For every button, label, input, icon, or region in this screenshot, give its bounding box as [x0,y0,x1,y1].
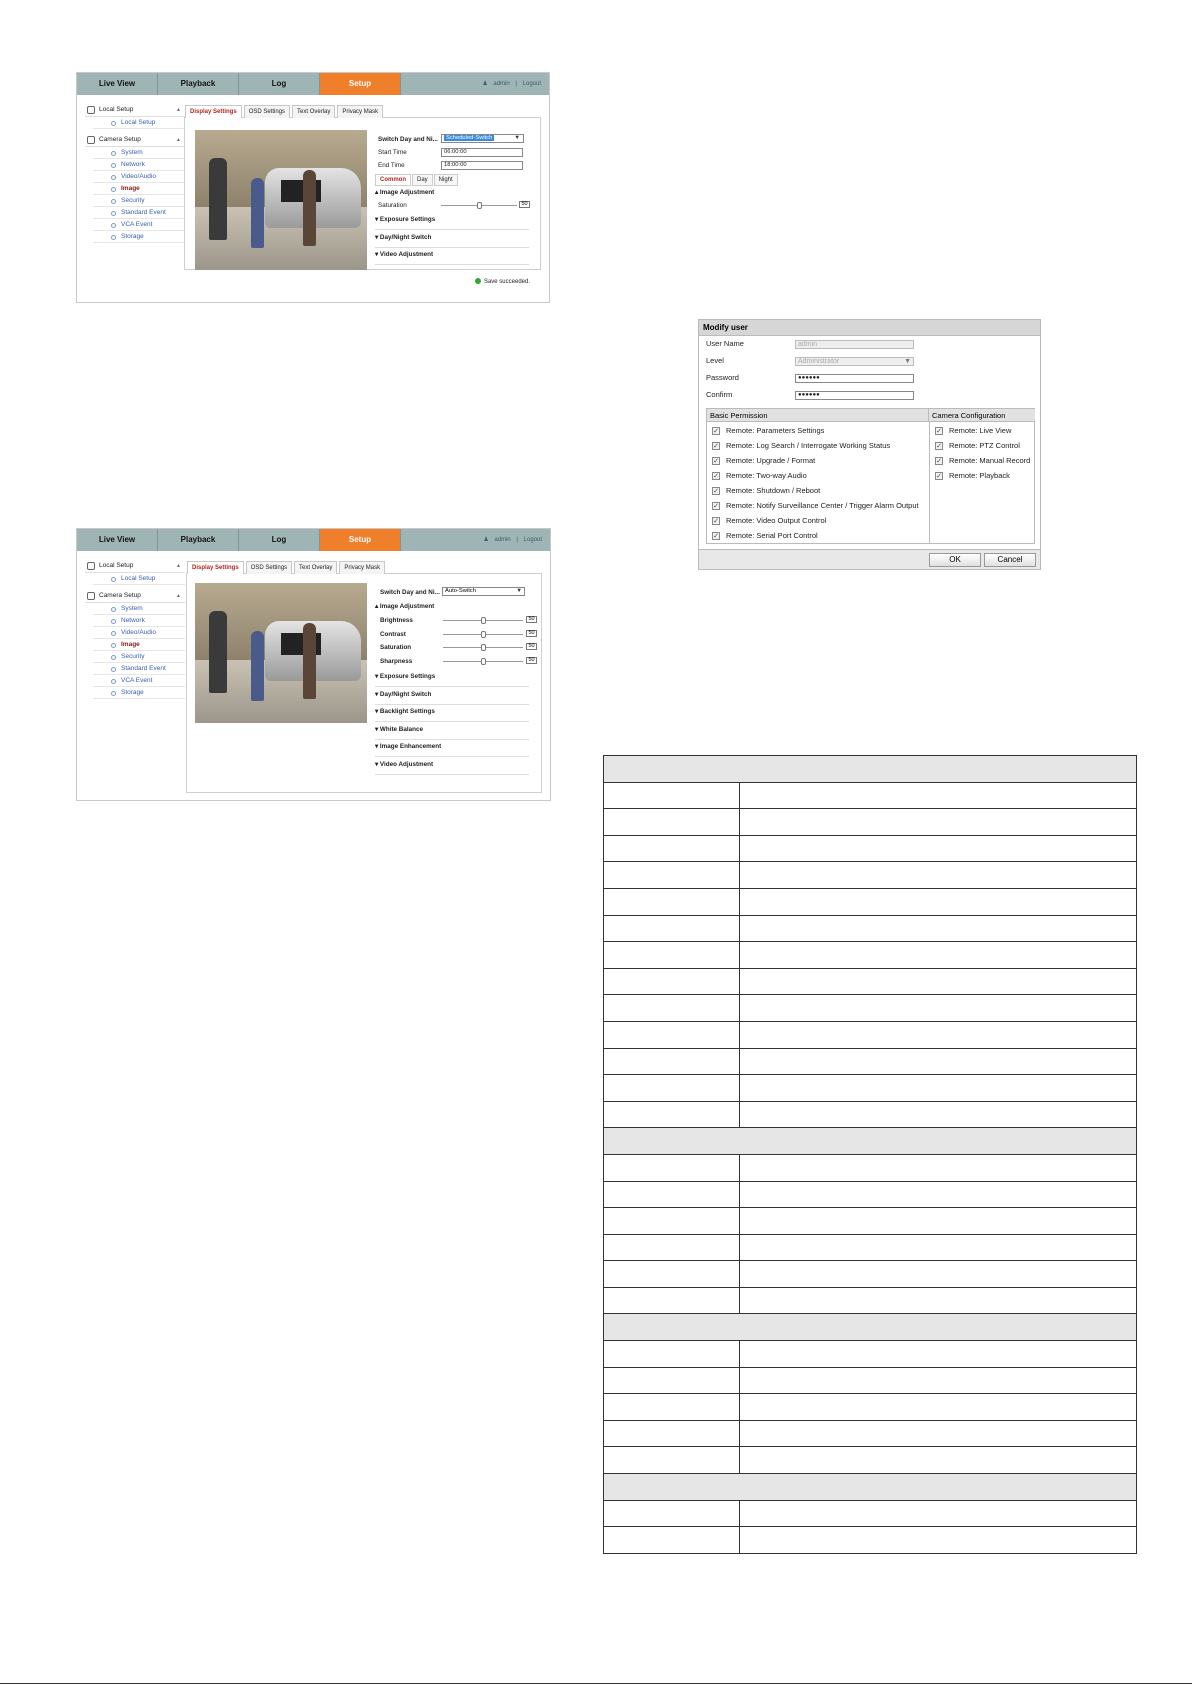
switch-select[interactable] [441,134,524,143]
end-time-label: End Time [378,162,405,169]
tab-live-view[interactable]: Live View [77,73,158,95]
page-bottom-rule [0,1683,1192,1684]
password-label: Password [706,373,739,382]
tab-night[interactable]: Night [434,174,458,186]
empty-table [603,755,1137,1554]
checkbox-label: Remote: Two-way Audio [726,471,807,480]
slider-knob[interactable] [477,202,482,209]
user-name: admin [493,81,510,87]
caret-icon: ▲ [176,593,181,599]
table-cell [740,835,1137,862]
switch-select[interactable] [442,587,525,596]
top-nav [77,529,550,551]
checkbox-item[interactable] [709,471,807,481]
checkbox-icon[interactable]: ✓ [713,518,719,525]
start-time-label: Start Time [378,149,407,156]
chevron-down-icon: ▼ [516,588,522,594]
sidebar-item-standard-event[interactable]: Standard Event [93,207,185,219]
table-cell [604,888,740,915]
section-video-adjustment[interactable]: ▾ Video Adjustment [375,248,529,265]
table-cell [740,1287,1137,1314]
switch-label: Switch Day and Ni... [380,589,440,596]
slider-knob[interactable] [481,644,486,651]
tab-privacy-mask[interactable]: Privacy Mask [337,105,383,118]
table-cell [740,1367,1137,1394]
checkbox-item[interactable] [709,531,818,544]
tab-osd-settings[interactable]: OSD Settings [246,561,292,574]
sidebar-item-video-audio[interactable]: Video/Audio [93,627,185,639]
caret-icon: ▲ [176,137,181,143]
table-row [604,968,1137,995]
confirm-label: Confirm [706,390,733,399]
table-cell [740,862,1137,889]
level-label: Level [706,356,724,365]
checkbox-label: Remote: Serial Port Control [726,531,818,540]
table-row [604,1208,1137,1235]
table-cell [740,1420,1137,1447]
table-section-header [604,1474,1137,1501]
checkbox-item[interactable] [709,486,820,496]
tab-privacy-mask[interactable]: Privacy Mask [339,561,385,574]
basic-permission-header: Basic Permission [707,409,929,422]
confirm-field[interactable]: ●●●●●● [795,391,914,400]
table-cell [604,968,740,995]
table-cell [604,1261,740,1288]
sidebar-item-video-audio[interactable]: Video/Audio [93,171,185,183]
table-cell [740,942,1137,969]
image-adjustment-header[interactable]: ▴ Image Adjustment [375,189,435,196]
monitor-icon [87,106,95,114]
table-cell [604,1287,740,1314]
table-row [604,1394,1137,1421]
settings-tabs [185,105,540,118]
table-cell [740,888,1137,915]
user-icon: ♟ [483,537,489,543]
sidebar-local-setup[interactable] [85,103,185,117]
user-name-input[interactable]: admin [795,340,914,349]
user-area [401,529,550,551]
table-row [604,1075,1137,1102]
table-row [604,782,1137,809]
table-row [604,809,1137,836]
section-label: Backlight Settings [379,708,435,715]
table-cell [740,782,1137,809]
switch-value: Auto-Switch [445,588,476,594]
user-icon: ♟ [482,81,488,87]
checkbox-item[interactable] [932,441,1020,451]
table-cell [604,1021,740,1048]
checkbox-icon[interactable]: ✓ [936,428,942,435]
table-cell [740,915,1137,942]
table-cell [740,968,1137,995]
checkbox-label: Remote: Upgrade / Format [726,456,816,465]
table-row [604,915,1137,942]
table-cell [740,1208,1137,1235]
tab-setup[interactable]: Setup [320,529,401,551]
tab-live-view[interactable]: Live View [77,529,158,551]
table-row [604,1287,1137,1314]
table-row [604,1021,1137,1048]
sidebar-item-network[interactable]: Network [93,615,185,627]
tab-day[interactable]: Day [412,174,433,186]
settings-tabs [187,561,541,574]
table-cell [604,1527,740,1554]
tab-setup[interactable]: Setup [320,73,401,95]
checkbox-label: Remote: PTZ Control [949,441,1020,450]
cancel-button[interactable]: Cancel [984,553,1036,567]
sidebar-camera-setup[interactable] [85,133,185,147]
slider-label: Brightness [380,617,413,624]
save-status [475,278,530,285]
table-cell [604,942,740,969]
checkbox-item[interactable] [932,426,1011,436]
image-adjustment-label: Image Adjustment [379,603,435,610]
table-row [604,995,1137,1022]
modify-user-dialog [698,319,1041,570]
table-cell [740,1527,1137,1554]
table-cell [604,756,1137,783]
sharpness-slider[interactable] [443,661,523,662]
table-cell [604,1181,740,1208]
table-cell [740,1154,1137,1181]
table-cell [740,1048,1137,1075]
start-time-input[interactable]: 06:00:00 [441,148,523,157]
section-label: Image Enhancement [379,743,442,750]
section-backlight[interactable]: ▾ Backlight Settings [375,705,529,722]
table-row [604,1261,1137,1288]
image-adjustment-label: Image Adjustment [379,189,435,196]
contrast-slider[interactable] [443,634,523,635]
section-exposure[interactable]: ▾ Exposure Settings [375,670,529,687]
camera-configuration-header: Camera Configuration [929,409,1035,422]
checkbox-icon[interactable]: ✓ [936,458,942,465]
tab-text-overlay[interactable]: Text Overlay [294,561,337,574]
section-label: Exposure Settings [379,216,436,223]
image-adjustment-header[interactable]: ▴ Image Adjustment [375,603,435,610]
column-divider [929,422,930,544]
sidebar-local-setup[interactable] [85,559,185,573]
table-cell [604,1500,740,1527]
checkbox-label: Remote: Playback [949,471,1010,480]
checkbox-item[interactable] [932,456,1030,466]
brightness-slider[interactable] [443,620,523,621]
sidebar-item-image[interactable]: Image [93,183,185,195]
table-row [604,1341,1137,1368]
top-nav [77,73,549,95]
tab-common[interactable]: Common [375,174,411,186]
table-cell [740,1234,1137,1261]
section-day-night[interactable]: ▾ Day/Night Switch [375,231,529,248]
checkbox-icon[interactable]: ✓ [936,473,942,480]
section-video-adjustment[interactable]: ▾ Video Adjustment [375,758,529,775]
table-cell [604,809,740,836]
table-cell [604,1048,740,1075]
table-cell [604,1341,740,1368]
section-label: Exposure Settings [379,673,436,680]
caret-icon: ▲ [176,107,181,113]
table-cell [604,1447,740,1474]
table-cell [604,1128,1137,1155]
table-row [604,888,1137,915]
table-row [604,1154,1137,1181]
password-field[interactable]: ●●●●●● [795,374,914,383]
save-status-text: Save succeeded. [483,279,530,285]
table-cell [604,782,740,809]
table-row [604,1447,1137,1474]
table-cell [604,1420,740,1447]
slider-label: Contrast [380,631,406,638]
camera-ui-top [76,72,550,303]
checkbox-icon[interactable]: ✓ [713,473,719,480]
level-value: Administrator [798,358,840,365]
section-day-night[interactable]: ▾ Day/Night Switch [375,688,529,705]
sidebar-item-vca-event[interactable]: VCA Event [93,675,185,687]
checkbox-item[interactable] [709,501,919,511]
slider-label: Sharpness [380,658,413,665]
chevron-down-icon: ▼ [904,358,911,365]
saturation-slider[interactable] [443,647,523,648]
slider-knob[interactable] [481,631,486,638]
checkbox-label: Remote: Notify Surveillance Center / Trigger Alarm Output [726,501,919,510]
section-label: Video Adjustment [379,761,434,768]
table-cell [604,1101,740,1128]
section-white-balance[interactable]: ▾ White Balance [375,723,529,740]
checkbox-item[interactable] [709,426,824,436]
table-cell [740,995,1137,1022]
user-name: admin [494,537,511,543]
camera-preview [195,583,367,723]
sidebar-item-system[interactable]: System [93,147,185,159]
table-cell [740,809,1137,836]
separator: | [515,81,517,87]
section-image-enhancement[interactable]: ▾ Image Enhancement [375,740,529,757]
slider-knob[interactable] [481,658,486,665]
switch-label: Switch Day and Ni... [378,136,438,143]
table-section-header [604,1314,1137,1341]
sidebar-item-storage[interactable]: Storage [93,687,185,699]
camera-preview [195,130,367,270]
table-cell [604,915,740,942]
wrench-icon [87,592,95,600]
logout-link[interactable]: Logout [522,81,541,87]
check-circle-icon [475,278,481,284]
checkbox-label: Remote: Log Search / Interrogate Working Status [726,441,891,450]
table-section-header [604,1128,1137,1155]
sidebar-item-storage[interactable]: Storage [93,231,185,243]
checkbox-icon[interactable]: ✓ [713,533,719,540]
table-cell [604,1154,740,1181]
tab-display-settings[interactable]: Display Settings [185,105,242,118]
saturation-value[interactable]: 50 [519,201,530,208]
checkbox-item[interactable] [709,456,815,466]
checkbox-item[interactable] [709,441,890,451]
sidebar-item-network[interactable]: Network [93,159,185,171]
table-cell [740,1261,1137,1288]
saturation-label: Saturation [378,202,407,209]
sidebar [85,559,185,699]
brightness-value[interactable]: 50 [526,616,537,623]
table-cell [604,862,740,889]
table-cell [604,1075,740,1102]
sharpness-value[interactable]: 50 [526,657,537,664]
sidebar-item-local-setup[interactable]: Local Setup [93,573,185,585]
section-label: Day/Night Switch [379,234,432,241]
checkbox-label: Remote: Shutdown / Reboot [726,486,821,495]
saturation-slider[interactable] [441,205,517,206]
monitor-icon [87,562,95,570]
checkbox-item[interactable] [709,516,826,526]
checkbox-icon[interactable]: ✓ [713,428,719,435]
table-row [604,1527,1137,1554]
period-tabs [375,174,459,186]
permission-panel [706,408,1035,544]
level-select[interactable] [795,357,914,366]
checkbox-icon[interactable]: ✓ [713,488,719,495]
table-cell [740,1021,1137,1048]
table-row [604,835,1137,862]
sidebar-item-vca-event[interactable]: VCA Event [93,219,185,231]
sidebar-item-standard-event[interactable]: Standard Event [93,663,185,675]
wrench-icon [87,136,95,144]
checkbox-item[interactable] [932,471,1010,481]
sidebar [85,103,185,243]
slider-knob[interactable] [481,617,486,624]
tab-display-settings[interactable]: Display Settings [187,561,244,574]
sidebar-heading-label: Local Setup [99,562,134,569]
switch-value: Scheduled-Switch [446,135,493,141]
sidebar-heading-label: Camera Setup [99,136,141,143]
table-cell [604,995,740,1022]
checkbox-label: Remote: Live View [949,426,1012,435]
table-cell [604,1474,1137,1501]
sidebar-heading-label: Camera Setup [99,592,141,599]
camera-ui-bottom [76,528,551,801]
table-cell [604,1314,1137,1341]
sidebar-camera-setup[interactable] [85,589,185,603]
checkbox-icon[interactable]: ✓ [713,458,719,465]
table-row [604,862,1137,889]
sidebar-item-system[interactable]: System [93,603,185,615]
user-area [401,73,549,95]
table-section-header [604,756,1137,783]
table-cell [604,1208,740,1235]
table-row [604,1234,1137,1261]
table-cell [740,1341,1137,1368]
sidebar-item-local-setup[interactable]: Local Setup [93,117,185,129]
dialog-footer [699,549,1040,569]
table-cell [604,835,740,862]
saturation-value[interactable]: 50 [526,643,537,650]
table-cell [740,1075,1137,1102]
table-cell [604,1234,740,1261]
section-exposure[interactable]: ▾ Exposure Settings [375,213,529,230]
sidebar-heading-label: Local Setup [99,106,134,113]
tab-playback[interactable]: Playback [158,73,239,95]
table-row [604,1048,1137,1075]
ok-button[interactable]: OK [929,553,981,567]
table-cell [740,1500,1137,1527]
separator: | [516,537,518,543]
table-cell [740,1101,1137,1128]
sidebar-item-security[interactable]: Security [93,195,185,207]
sidebar-item-image[interactable]: Image [93,639,185,651]
table-cell [740,1447,1137,1474]
table-row [604,1420,1137,1447]
tab-log[interactable]: Log [239,73,320,95]
checkbox-icon[interactable]: ✓ [713,443,719,450]
checkbox-label: Remote: Video Output Control [726,516,827,525]
checkbox-icon[interactable]: ✓ [713,503,719,510]
user-name-label: User Name [706,339,744,348]
table-cell [604,1394,740,1421]
logout-link[interactable]: Logout [523,537,542,543]
table-row [604,1367,1137,1394]
table-cell [740,1394,1137,1421]
chevron-down-icon: ▼ [514,135,520,141]
tab-text-overlay[interactable]: Text Overlay [292,105,335,118]
checkbox-icon[interactable]: ✓ [936,443,942,450]
section-label: White Balance [379,726,423,733]
slider-label: Saturation [380,644,412,651]
checkbox-label: Remote: Manual Record [949,456,1031,465]
tab-log[interactable]: Log [239,529,320,551]
main-panel [186,565,542,793]
table-row [604,1500,1137,1527]
main-panel [184,109,541,285]
caret-icon: ▲ [176,563,181,569]
dialog-title: Modify user [699,320,1040,336]
end-time-input[interactable]: 18:00:00 [441,161,523,170]
table-row [604,942,1137,969]
table-cell [740,1181,1137,1208]
table-row [604,1101,1137,1128]
contrast-value[interactable]: 50 [526,630,537,637]
table-cell [604,1367,740,1394]
sidebar-item-security[interactable]: Security [93,651,185,663]
section-label: Day/Night Switch [379,691,432,698]
tab-osd-settings[interactable]: OSD Settings [244,105,290,118]
tab-playback[interactable]: Playback [158,529,239,551]
section-label: Video Adjustment [379,251,434,258]
table-row [604,1181,1137,1208]
checkbox-label: Remote: Parameters Settings [726,426,825,435]
